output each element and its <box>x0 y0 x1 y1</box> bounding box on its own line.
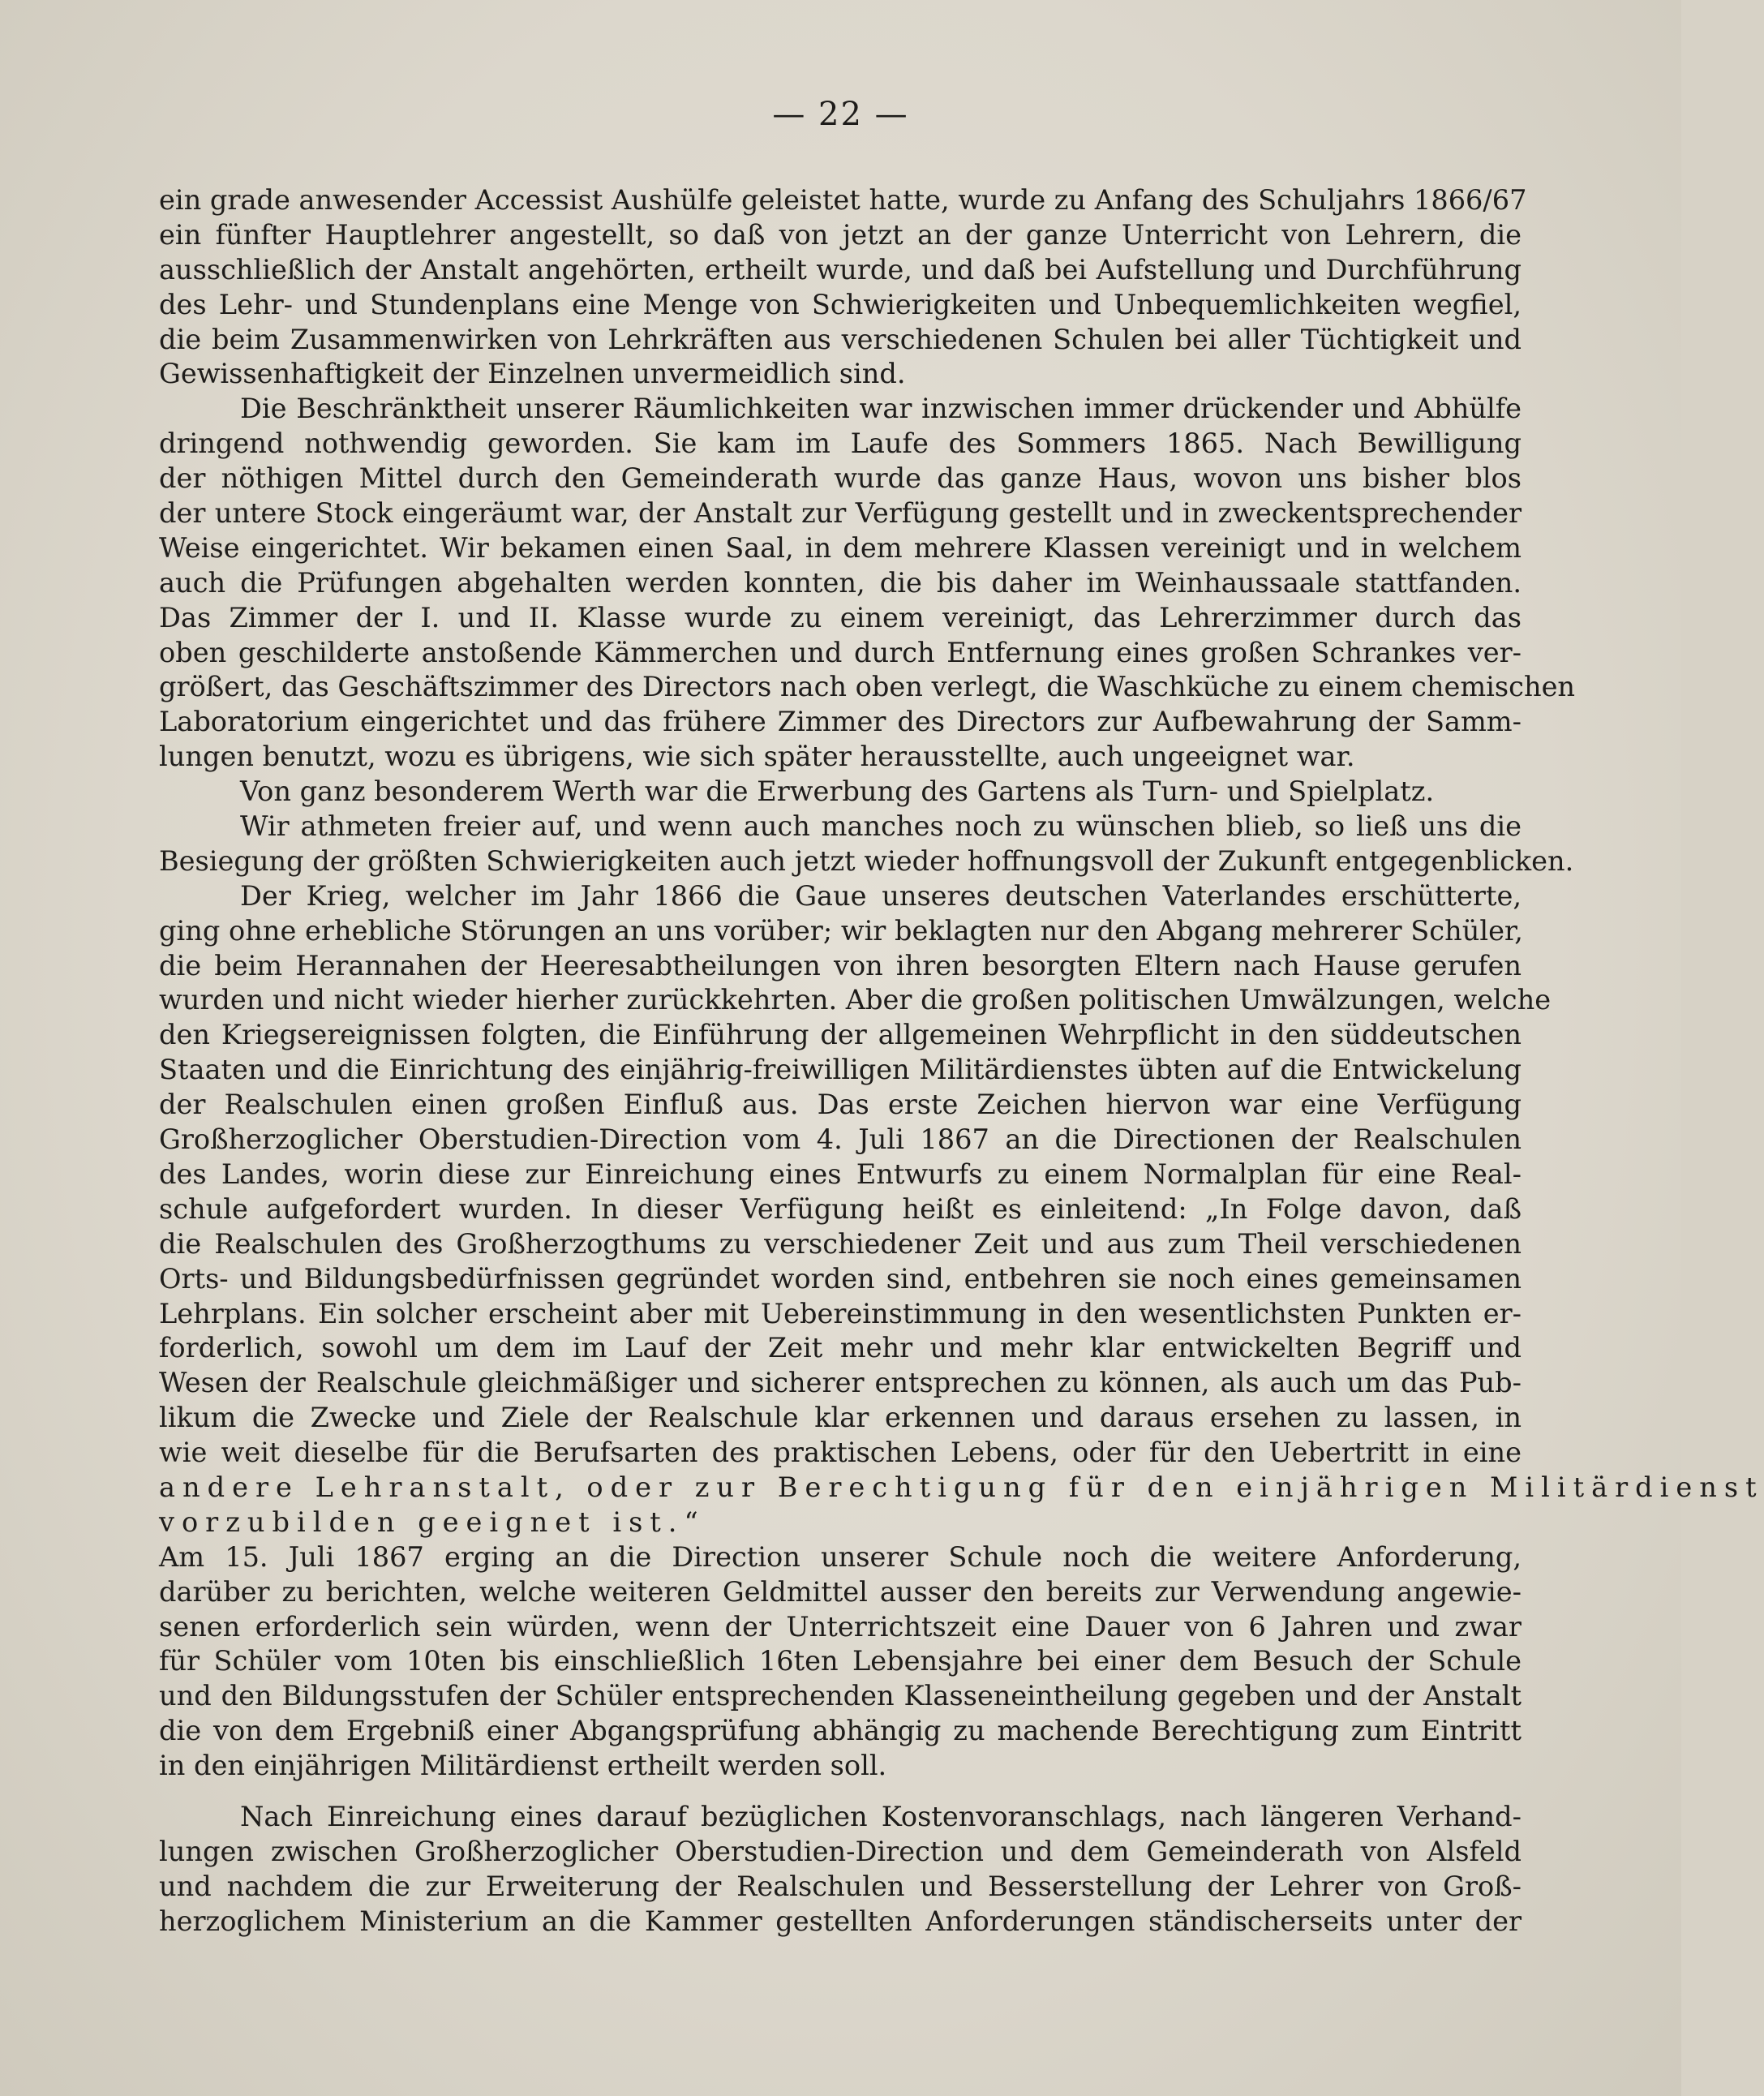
text-line: des Lehr- und Stundenplans eine Menge von Schwierigkeiten und Unbequemlichkeiten wegfiel, <box>159 288 1522 320</box>
text-line: Wesen der Realschule gleichmäßiger und sicherer entsprechen zu können, als auch um das Pub- <box>159 1367 1522 1399</box>
text-line: Nach Einreichung eines darauf bezüglichen Kostenvoranschlags, nach längeren Verhand- <box>240 1800 1522 1832</box>
paragraph <box>159 1540 1522 1784</box>
text-line: die beim Zusammenwirken von Lehrkräften aus verschiedenen Schulen bei aller Tüchtigkeit und <box>159 323 1522 355</box>
text-line: lungen zwischen Großherzoglicher Oberstudien-Direction und dem Gemeinderath von Alsfeld <box>159 1835 1522 1867</box>
text-line: die Realschulen des Großherzogthums zu verschiedener Zeit und aus zum Theil verschiedenen <box>159 1227 1522 1260</box>
text-line: Laboratorium eingerichtet und das frühere Zimmer des Directors zur Aufbewahrung der Samm- <box>159 706 1522 738</box>
text-line: forderlich, sowohl um dem im Lauf der Zeit mehr und mehr klar entwickelten Begriff und <box>159 1332 1522 1364</box>
text-line: darüber zu berichten, welche weiteren Geldmittel ausser den bereits zur Verwendung angewie- <box>159 1575 1522 1608</box>
text-line: der untere Stock eingeräumt war, der Anstalt zur Verfügung gestellt und in zweckentsprechender <box>159 497 1522 530</box>
text-line: größert, das Geschäftszimmer des Directors nach oben verlegt, die Waschküche zu einem chemischen <box>159 671 1576 703</box>
text-line: vorzubilden geeignet ist.“ <box>159 1505 706 1538</box>
text-line: der nöthigen Mittel durch den Gemeinderath wurde das ganze Haus, wovon uns bisher blos <box>159 462 1522 495</box>
text-line: Weise eingerichtet. Wir bekamen einen Saal, in dem mehrere Klassen vereinigt und in welchem <box>159 531 1522 564</box>
text-line: wie weit dieselbe für die Berufsarten des praktischen Lebens, oder für den Uebertritt in eine <box>159 1437 1522 1469</box>
text-line: ausschließlich der Anstalt angehörten, ertheilt wurde, und daß bei Aufstellung und Durchführung <box>159 253 1522 286</box>
text-line: Großherzoglicher Oberstudien-Direction vom 4. Juli 1867 an die Directionen der Realschulen <box>159 1123 1522 1156</box>
text-line: Am 15. Juli 1867 erging an die Direction unserer Schule noch die weitere Anforderung, <box>159 1540 1522 1573</box>
text-line: des Landes, worin diese zur Einreichung eines Entwurfs zu einem Normalplan für eine Real- <box>159 1158 1522 1190</box>
text-line: schule aufgefordert wurden. In dieser Verfügung heißt es einleitend: „In Folge davon, daß <box>159 1192 1522 1225</box>
page-number: — 22 — <box>772 96 909 133</box>
text-line: und den Bildungsstufen der Schüler entsprechenden Klasseneintheilung gegeben und der Anstalt <box>159 1680 1522 1712</box>
text-line: ging ohne erhebliche Störungen an uns vorüber; wir beklagten nur den Abgang mehrerer Schüler, <box>159 914 1523 947</box>
text-line: senen erforderlich sein würden, wenn der Unterrichtszeit eine Dauer von 6 Jahren und zwar <box>159 1610 1522 1643</box>
text-line: herzoglichem Ministerium an die Kammer gestellten Anforderungen ständischerseits unter der <box>159 1905 1522 1937</box>
text-line: Die Beschränktheit unserer Räumlichkeiten war inzwischen immer drückender und Abhülfe <box>240 393 1522 425</box>
text-line: Besiegung der größten Schwierigkeiten auch jetzt wieder hoffnungsvoll der Zukunft entgegenblicken. <box>159 844 1574 877</box>
text-line: der Realschulen einen großen Einfluß aus. Das erste Zeichen hiervon war eine Verfügung <box>159 1089 1522 1121</box>
text-line: Von ganz besonderem Werth war die Erwerbung des Gartens als Turn- und Spielplatz. <box>240 775 1435 808</box>
text-line: die beim Herannahen der Heeresabtheilungen von ihren besorgten Eltern nach Hause gerufen <box>159 949 1522 981</box>
text-line: oben geschilderte anstoßende Kämmerchen und durch Entfernung eines großen Schrankes ver- <box>159 636 1522 668</box>
text-line: Staaten und die Einrichtung des einjährig-freiwilligen Militärdienstes übten auf die Entwickelung <box>159 1054 1522 1086</box>
text-line: ein grade anwesender Accessist Aushülfe geleistet hatte, wurde zu Anfang des Schuljahrs 1866/67 <box>159 184 1527 216</box>
paragraph <box>159 810 1574 879</box>
text-line: likum die Zwecke und Ziele der Realschule klar erkennen und daraus ersehen zu lassen, in <box>159 1402 1522 1434</box>
text-line: andere Lehranstalt, oder zur Berechtigung für den einjährigen Militärdienst <box>159 1471 1764 1503</box>
text-line: in den einjährigen Militärdienst ertheilt werden soll. <box>159 1750 887 1782</box>
text-line: Das Zimmer der I. und II. Klasse wurde zu einem vereinigt, das Lehrerzimmer durch das <box>159 601 1522 634</box>
text-line: und nachdem die zur Erweiterung der Realschulen und Besserstellung der Lehrer von Groß- <box>159 1870 1522 1902</box>
text-line: ein fünfter Hauptlehrer angestellt, so daß von jetzt an der ganze Unterricht von Lehrern, die <box>159 218 1522 251</box>
text-line: den Kriegsereignissen folgten, die Einführung der allgemeinen Wehrpflicht in den süddeutschen <box>159 1019 1522 1051</box>
paragraph <box>159 879 1764 1540</box>
text-line: lungen benutzt, wozu es übrigens, wie sich später herausstellte, auch ungeeignet war. <box>159 741 1355 773</box>
paragraph <box>159 775 1522 810</box>
text-line: Gewissenhaftigkeit der Einzelnen unvermeidlich sind. <box>159 358 906 390</box>
paragraph <box>159 183 1527 392</box>
text-line: Der Krieg, welcher im Jahr 1866 die Gaue unseres deutschen Vaterlandes erschütterte, <box>240 879 1522 912</box>
text-line: dringend nothwendig geworden. Sie kam im Laufe des Sommers 1865. Nach Bewilligung <box>159 427 1522 460</box>
text-line: Wir athmeten freier auf, und wenn auch manches noch zu wünschen blieb, so ließ uns die <box>240 810 1522 843</box>
text-line: für Schüler vom 10ten bis einschließlich 16ten Lebensjahre bei einer dem Besuch der Schule <box>159 1645 1522 1677</box>
text-line: auch die Prüfungen abgehalten werden konnten, die bis daher im Weinhaussaale stattfanden. <box>159 566 1522 599</box>
text-line: Lehrplans. Ein solcher erscheint aber mit Uebereinstimmung in den wesentlichsten Punkten er- <box>159 1297 1522 1329</box>
body-text <box>159 183 1764 1939</box>
paragraph <box>159 1800 1522 1939</box>
text-line: Orts- und Bildungsbedürfnissen gegründet worden sind, entbehren sie noch eines gemeinsamen <box>159 1262 1522 1295</box>
text-line: wurden und nicht wieder hierher zurückkehrten. Aber die großen politischen Umwälzungen, welche <box>159 984 1552 1016</box>
text-line: die von dem Ergebniß einer Abgangsprüfung abhängig zu machende Berechtigung zum Eintritt <box>159 1715 1522 1747</box>
paragraph <box>159 392 1576 775</box>
